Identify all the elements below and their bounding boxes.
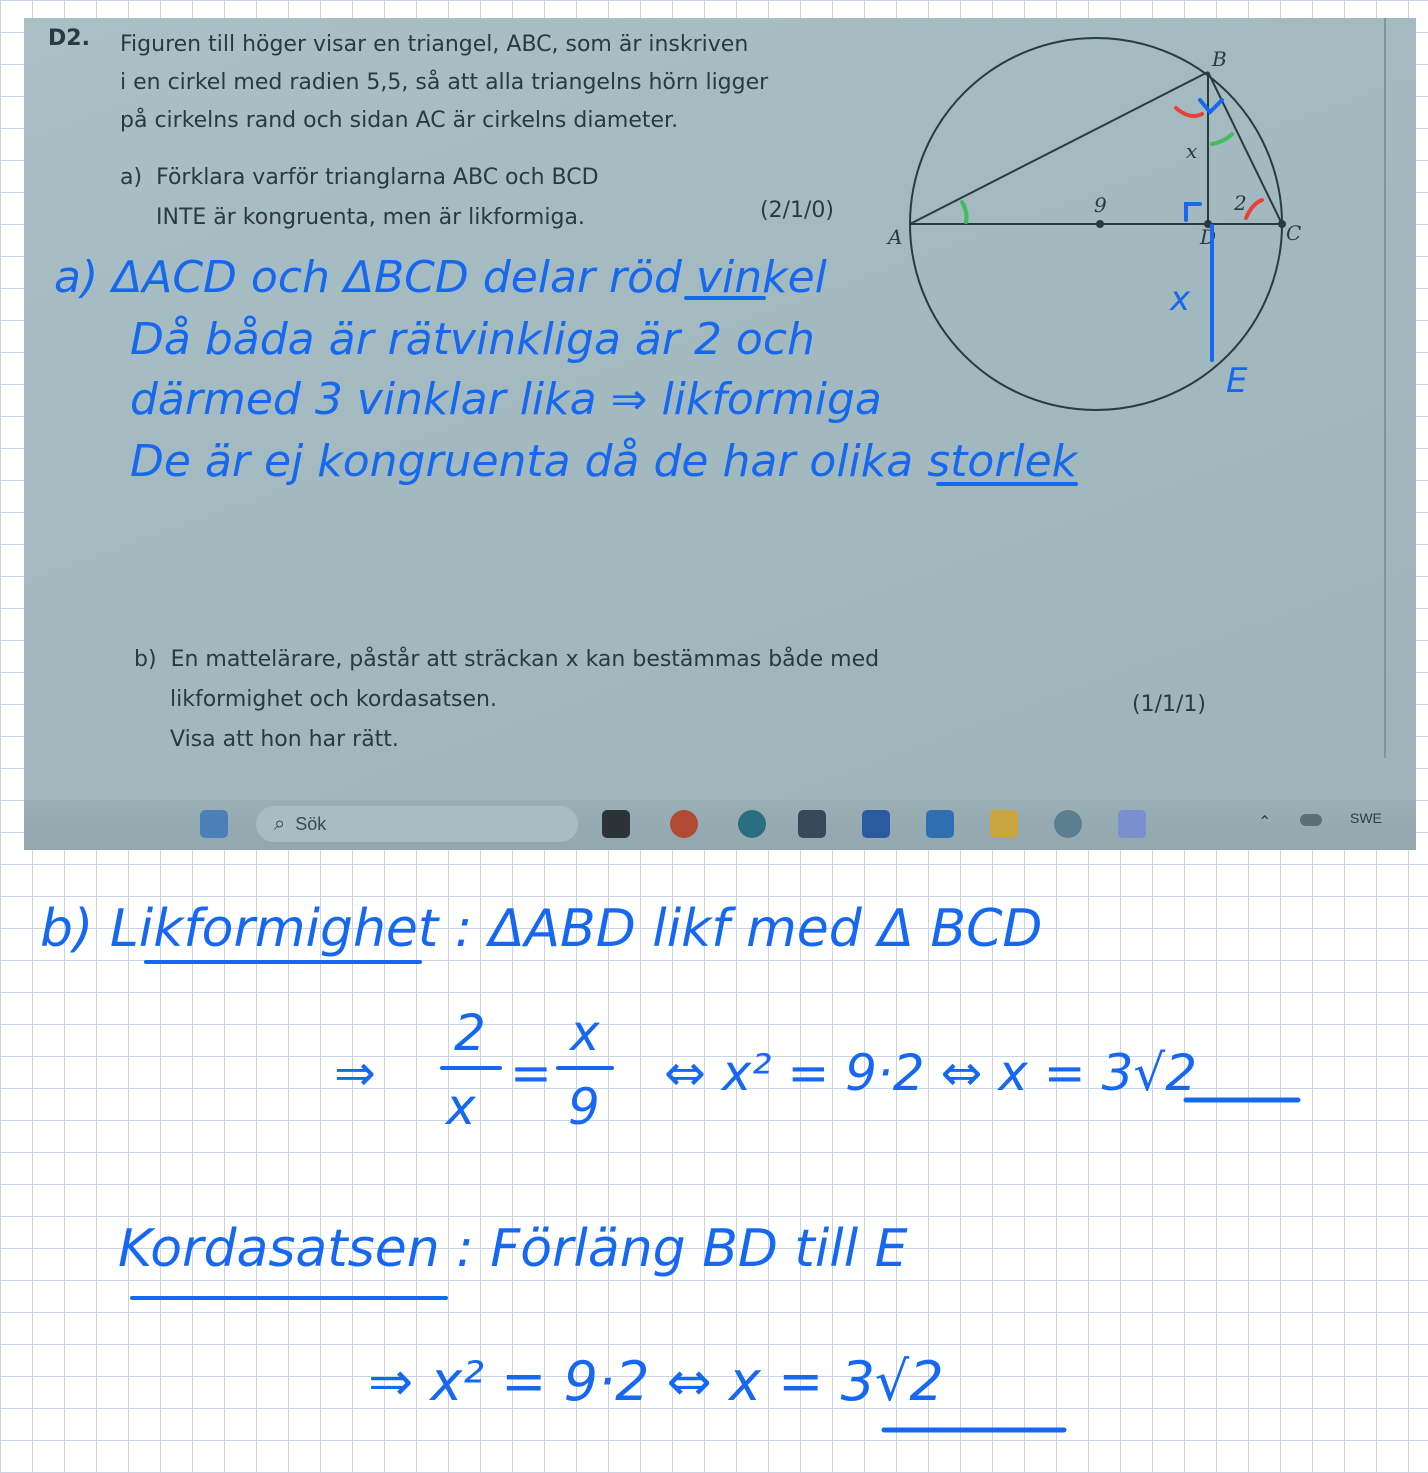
hand-label-x: x [1170, 279, 1191, 319]
question-b-prefix: b) [134, 647, 157, 672]
label-a: A [888, 225, 903, 249]
blue-angle-mark-b [1200, 100, 1222, 112]
center-point [1097, 221, 1103, 227]
hand-b-frac2-den: 9 [568, 1078, 600, 1136]
hand-b-frac1-num: 2 [454, 1004, 486, 1062]
search-placeholder: Sök [295, 813, 327, 834]
question-a-prefix: a) [120, 165, 143, 190]
hand-b-frac1-den: x [446, 1078, 476, 1136]
label-segment-2: 2 [1234, 191, 1247, 215]
green-angle-mark-b [1212, 134, 1232, 144]
question-a-points: (2/1/0) [760, 198, 834, 223]
task-intro-line: Figuren till höger visar en triangel, ABC, som är inskriven [120, 32, 749, 57]
question-a-line2: INTE är kongruenta, men är likformiga. [156, 205, 585, 230]
question-b-line2: likformighet och kordasatsen. [170, 687, 497, 712]
question-a-line1: Förklara varför trianglarna ABC och BCD [156, 165, 599, 190]
circle-figure [910, 38, 1285, 410]
language-indicator[interactable]: SWE [1350, 810, 1382, 826]
task-number: D2. [48, 26, 90, 51]
red-angle-mark-c [1246, 200, 1262, 218]
hand-a-line2: Då båda är rätvinkliga är 2 och [130, 314, 815, 365]
point-c [1279, 221, 1285, 227]
label-b: B [1212, 47, 1227, 71]
hand-b-line2-rest: ⇔ x² = 9·2 ⇔ x = 3√2 [664, 1044, 1198, 1102]
hand-a-line1: a) ΔACD och ΔBCD delar röd vinkel [54, 252, 827, 303]
hand-a-line3: därmed 3 vinklar lika ⇒ likformiga [130, 374, 882, 425]
red-angle-mark-b [1176, 108, 1202, 116]
hand-label-e: E [1226, 361, 1248, 401]
right-angle-mark [1186, 204, 1200, 220]
question-b-line3: Visa att hon har rätt. [170, 727, 399, 752]
hand-b-line4: ⇒ x² = 9·2 ⇔ x = 3√2 [368, 1350, 944, 1413]
hand-b-line3: Kordasatsen : Förläng BD till E [118, 1219, 908, 1279]
green-angle-mark-a [962, 202, 967, 222]
label-segment-x: x [1186, 139, 1198, 163]
task-intro-line: på cirkelns rand och sidan AC är cirkelns diameter. [120, 108, 679, 133]
figure-annotations [962, 100, 1262, 360]
task-intro-line: i en cirkel med radien 5,5, så att alla triangelns hörn ligger [120, 70, 769, 95]
label-d: D [1200, 225, 1217, 249]
hand-b-line1: b) Likformighet : ΔABD likf med Δ BCD [40, 899, 1043, 959]
question-b-points: (1/1/1) [1132, 692, 1206, 717]
label-c: C [1286, 221, 1302, 245]
hand-a-line4: De är ej kongruenta då de har olika storlek [130, 436, 1078, 487]
side-ab [910, 72, 1208, 224]
chevron-up-icon[interactable]: ⌃ [1258, 814, 1272, 831]
hand-b-arrow: ⇒ [334, 1044, 376, 1102]
question-b-line1: En mattelärare, påstår att sträckan x kan bestämmas både med [170, 647, 880, 672]
hand-b-equals: = [510, 1044, 552, 1102]
search-icon: ⌕ [274, 812, 286, 835]
label-segment-9: 9 [1094, 193, 1107, 217]
hand-b-frac2-num: x [570, 1004, 600, 1062]
